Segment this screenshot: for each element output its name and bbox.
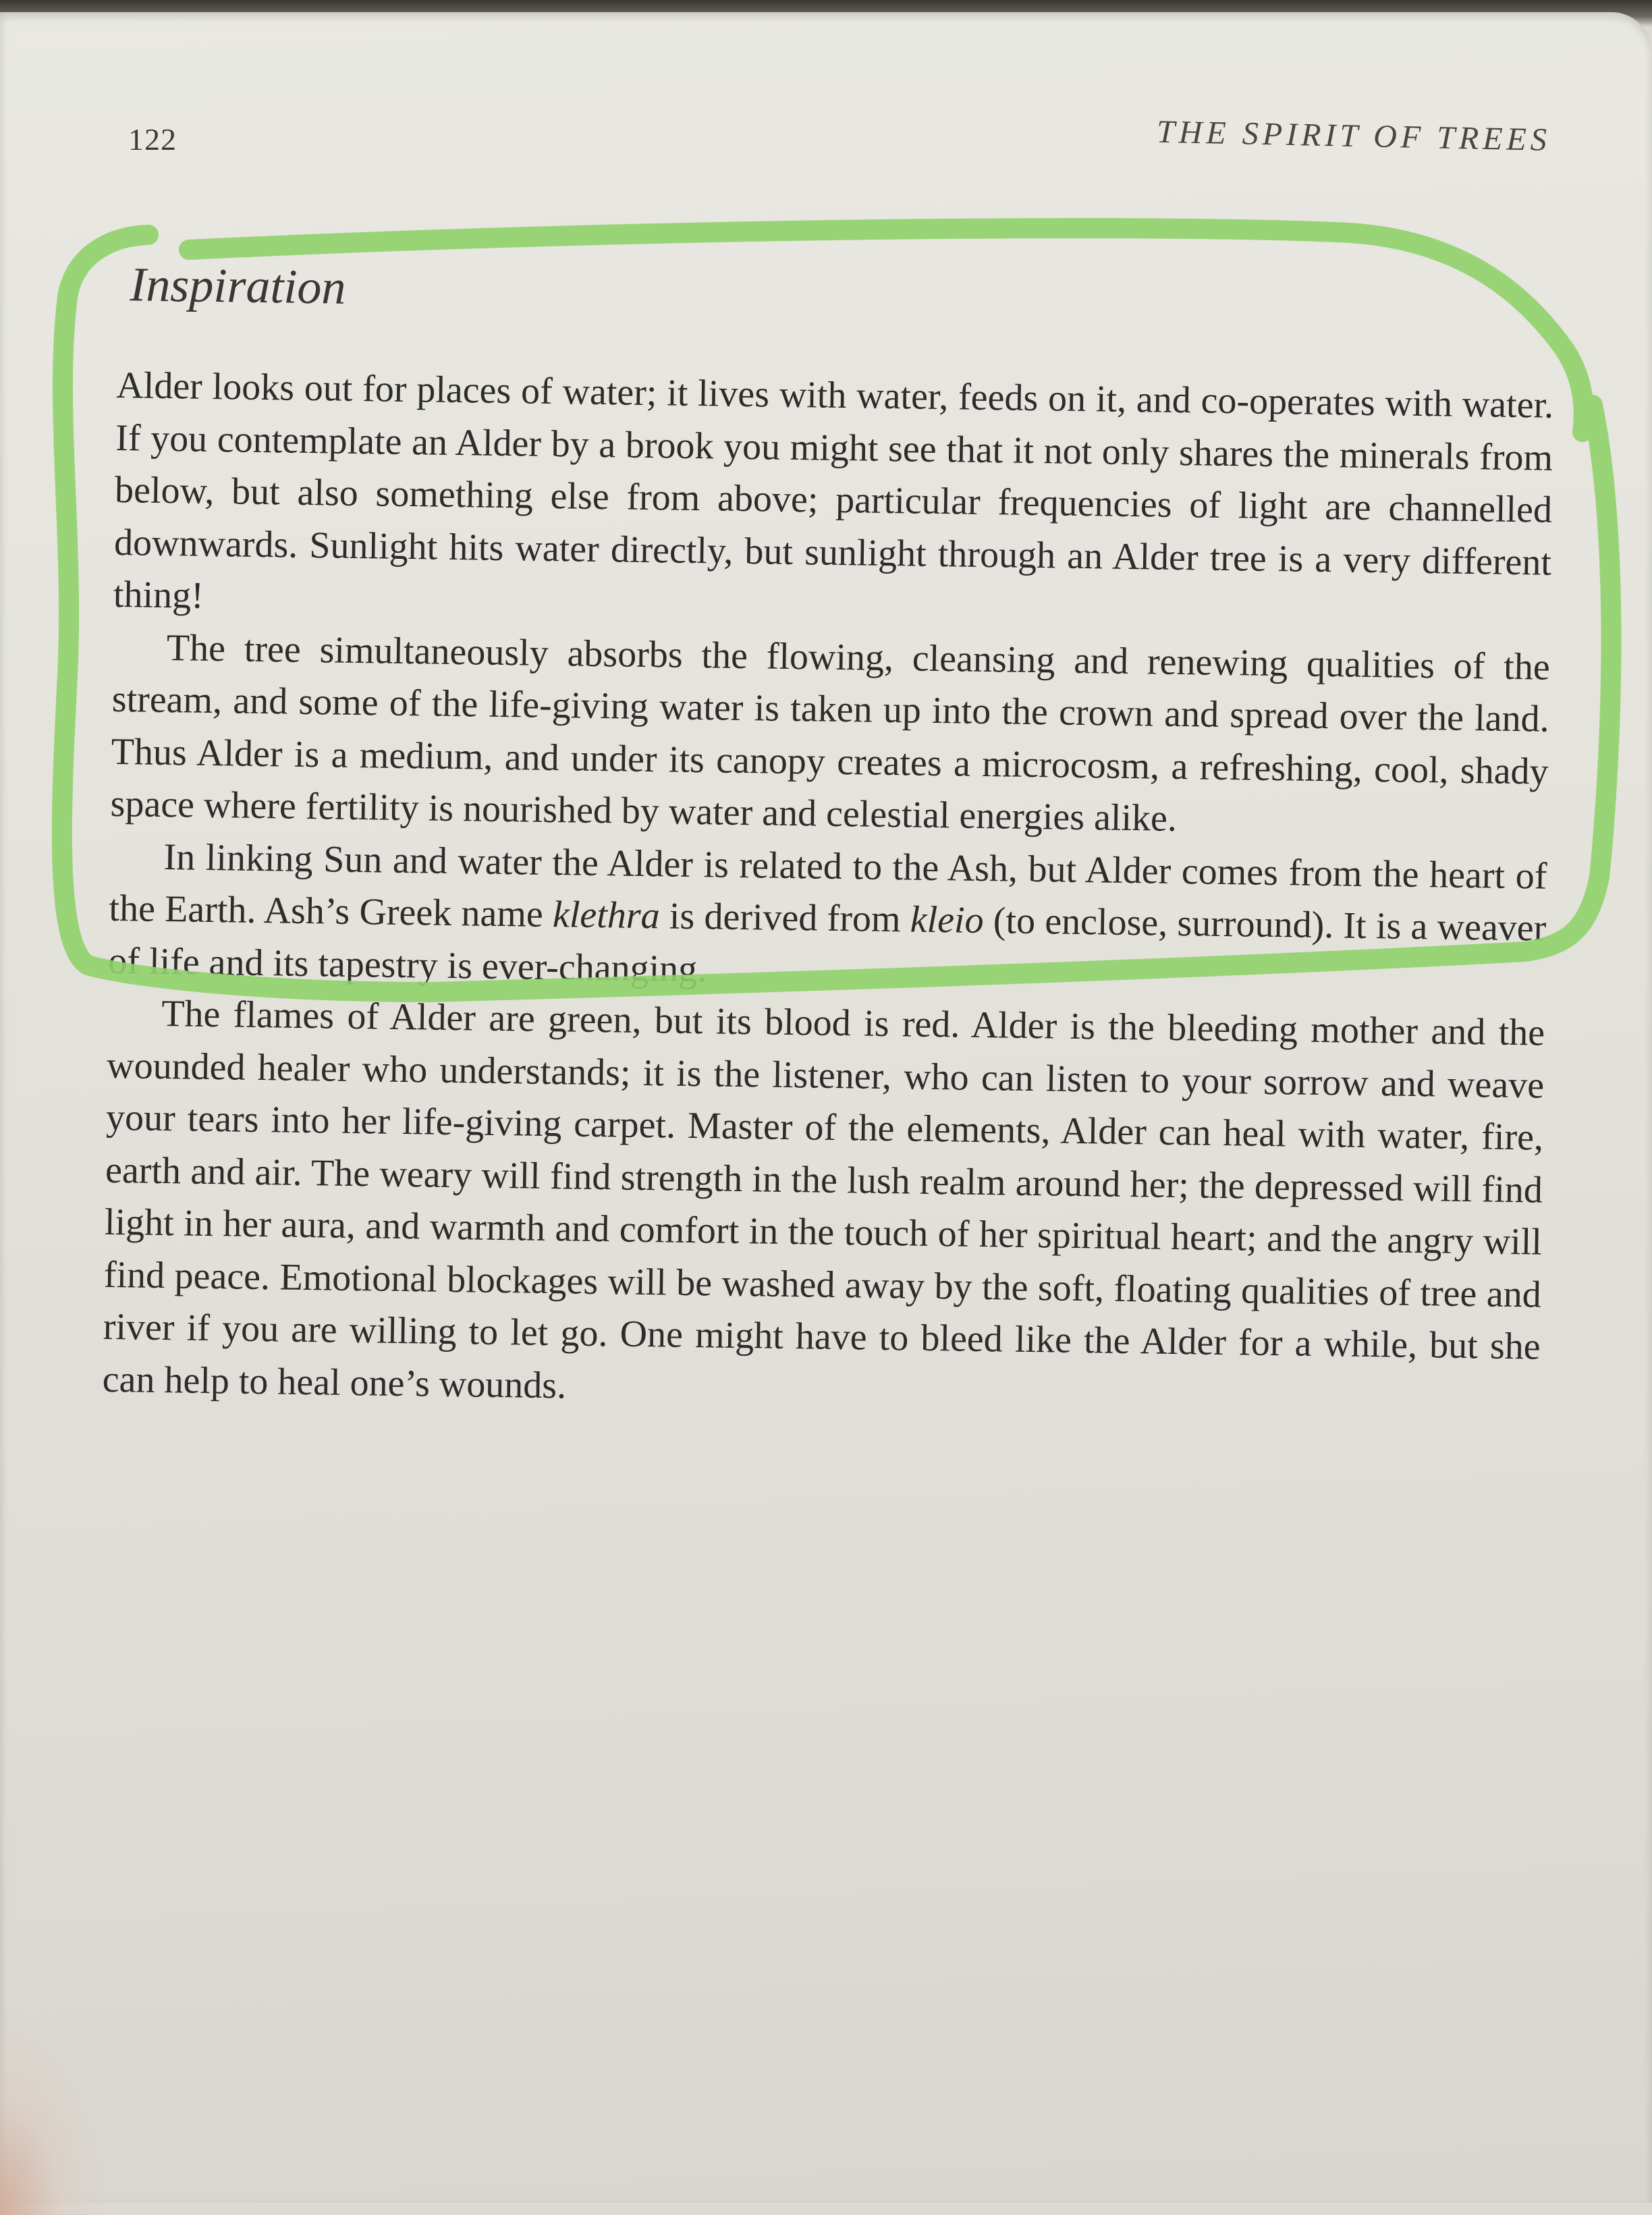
running-head: THE SPIRIT OF TREES <box>1156 113 1551 158</box>
page-number: 122 <box>128 122 177 157</box>
paragraph-4: The flames of Alder are green, but its blood is red. Alder is the bleeding mother and the wounded healer who understands; it is the listener, who can listen to your sorrow and weave your tears into her life-giving carpet. Master of the elements, Alder can heal with water, fire, earth and air. The weary will find strength in the lush realm around her; the depressed will find light in her aura, and warmth and comfort in the touch of her spiritual heart; and the angry will find peace. Emotional blockages will be washed away by the soft, floating qualities of tree and river if you are willing to let go. One might have to bleed like the Alder for a while, but she can help to heal one’s wounds. <box>102 993 1545 1406</box>
paragraph-3 <box>108 830 1547 1007</box>
paragraph-3-text-b: is derived from <box>659 895 911 941</box>
paragraph-1: Alder looks out for places of water; it lives with water, feeds on it, and co-operates with water. If you contemplate an Alder by a brook you might see that it not only shares the minerals from below, but also something else from above; particular frequencies of light are channelled downwards. Sunlight hits water directly, but sunlight through an Alder tree is a very different thing! <box>113 364 1554 617</box>
section-heading: Inspiration <box>129 257 346 315</box>
paragraph-3-text-c: (to enclose, surround). It is a weaver of life and its tapestry is ever-changing. <box>107 900 1547 990</box>
paragraph-2: The tree simultaneously absorbs the flowing, cleansing and renewing qualities of the stream, and some of the life-giving water is taken up into the crown and spread over the land. Thus Alder is a medium, and under its canopy creates a microcosm, a refreshing, cool, shady space where fertility is nourished by water and celestial energies alike. <box>110 626 1551 840</box>
greek-word-klethra: klethra <box>552 894 661 937</box>
paragraph-3-text-a: In linking Sun and water the Alder is related to the Ash, but Alder comes from the heart of the Earth. Ash’s Greek name <box>109 836 1547 936</box>
finger-corner <box>0 2003 108 2215</box>
greek-word-kleio: kleio <box>910 898 985 942</box>
page-body <box>102 256 1555 1426</box>
